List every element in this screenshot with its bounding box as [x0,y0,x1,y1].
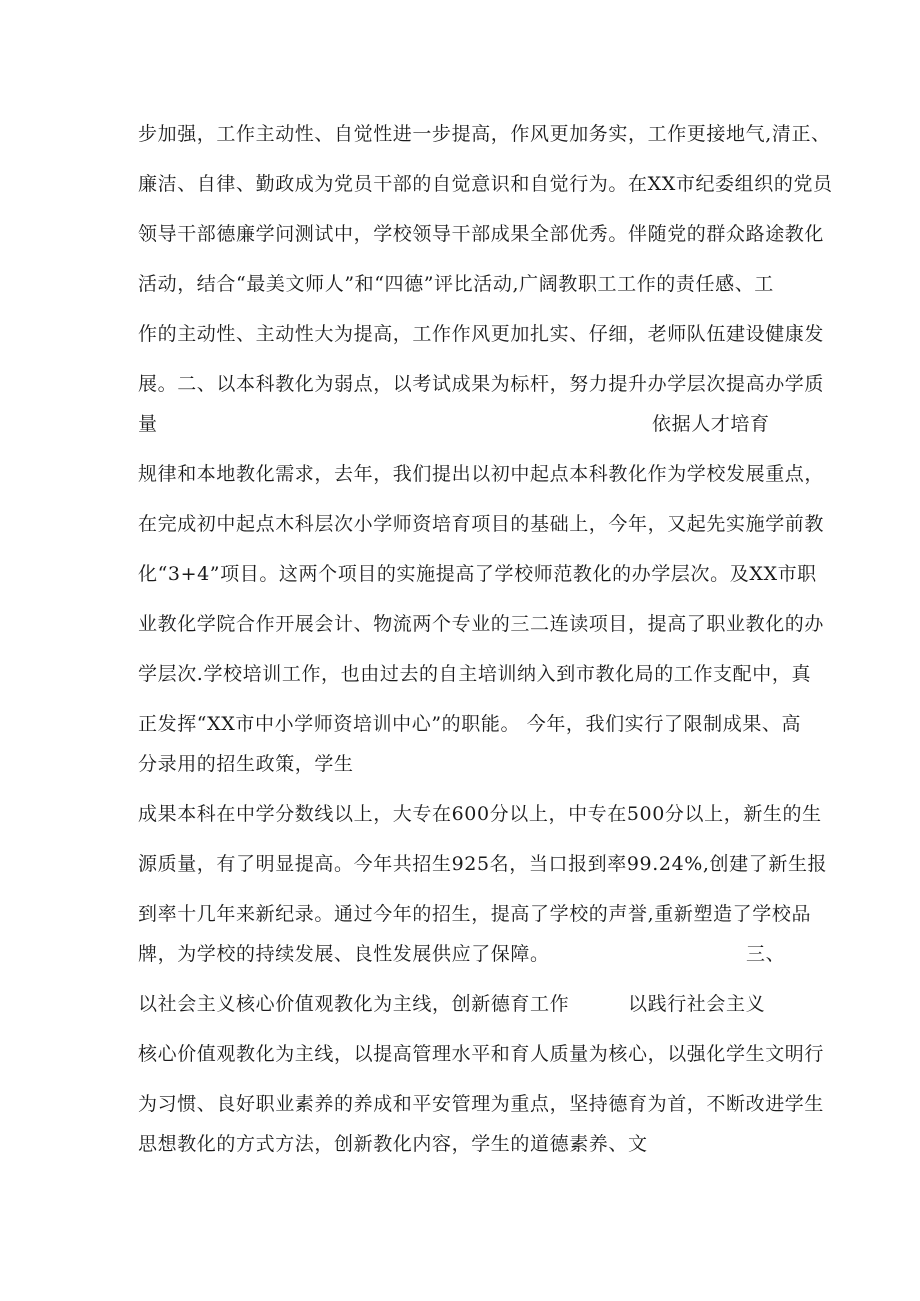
text-line: 学层次.学校培训工作，也由过去的自主培训纳入到市教化局的工作支配中，真 [138,663,812,685]
text-line: 量 [138,413,158,435]
text-line: 源质量，有了明显提高。今年共招生925名，当口报到率99.24%,创建了新生报 [138,853,828,875]
section-number: 三、 [746,943,786,965]
text-line: 为习惯、良好职业素养的养成和平安管理为重点，坚持德育为首，不断改进学生 [138,1093,825,1115]
text-line: 作的主动性、主动性大为提高，工作作风更加扎实、仔细，老师队伍建设健康发 [138,323,825,345]
text-line: 正发挥“XX市中小学师资培训中心”的职能。 今年，我们实行了限制成果、高 [138,713,802,735]
text-line: 展。二、以本科教化为弱点，以考试成果为标杆，努力提升办学层次提高办学质 [138,373,825,395]
section-heading: 以社会主义核心价值观教化为主线，创新德育工作 [138,993,570,1015]
text-line: 思想教化的方式方法，创新教化内容，学生的道德素养、文 [138,1133,648,1155]
text-line: 牌，为学校的持续发展、良性发展供应了保障。 [138,943,550,965]
text-line: 业教化学院合作开展会计、物流两个专业的三二连读项目，提高了职业教化的办 [138,613,825,635]
text-line: 分录用的招生政策，学生 [138,753,354,775]
text-line: 领导干部德廉学问测试中，学校领导干部成果全部优秀。伴随党的群众路途教化 [138,223,825,245]
text-line: 到率十几年来新纪录。通过今年的招生，提高了学校的声誉,重新塑造了学校品 [138,903,812,925]
text-line: 成果本科在中学分数线以上，大专在600分以上，中专在500分以上，新生的生 [138,803,822,825]
heading-fragment: 依据人才培育 [652,413,770,435]
text-line: 活动，结合“最美文师人”和“四德”评比活动,广阔教职工工作的责任感、工 [138,273,774,295]
text-line: 化“3+4”项目。这两个项目的实施提高了学校师范教化的办学层次。及XX市职 [138,563,817,585]
text-line: 在完成初中起点木科层次小学师资培育项目的基础上，今年，又起先实施学前教 [138,513,825,535]
text-line: 步加强，工作主动性、自觉性进一步提高，作风更加务实，工作更接地气,清正、 [138,123,831,145]
text-fragment: 以践行社会主义 [628,993,766,1015]
text-line: 廉洁、自律、勤政成为党员干部的自觉意识和自觉行为。在XX市纪委组织的党员 [138,173,833,195]
text-line: 规律和本地教化需求，去年，我们提出以初中起点本科教化作为学校发展重点， [138,463,825,485]
text-line: 核心价值观教化为主线，以提高管理水平和育人质量为核心，以强化学生文明行 [138,1043,825,1065]
